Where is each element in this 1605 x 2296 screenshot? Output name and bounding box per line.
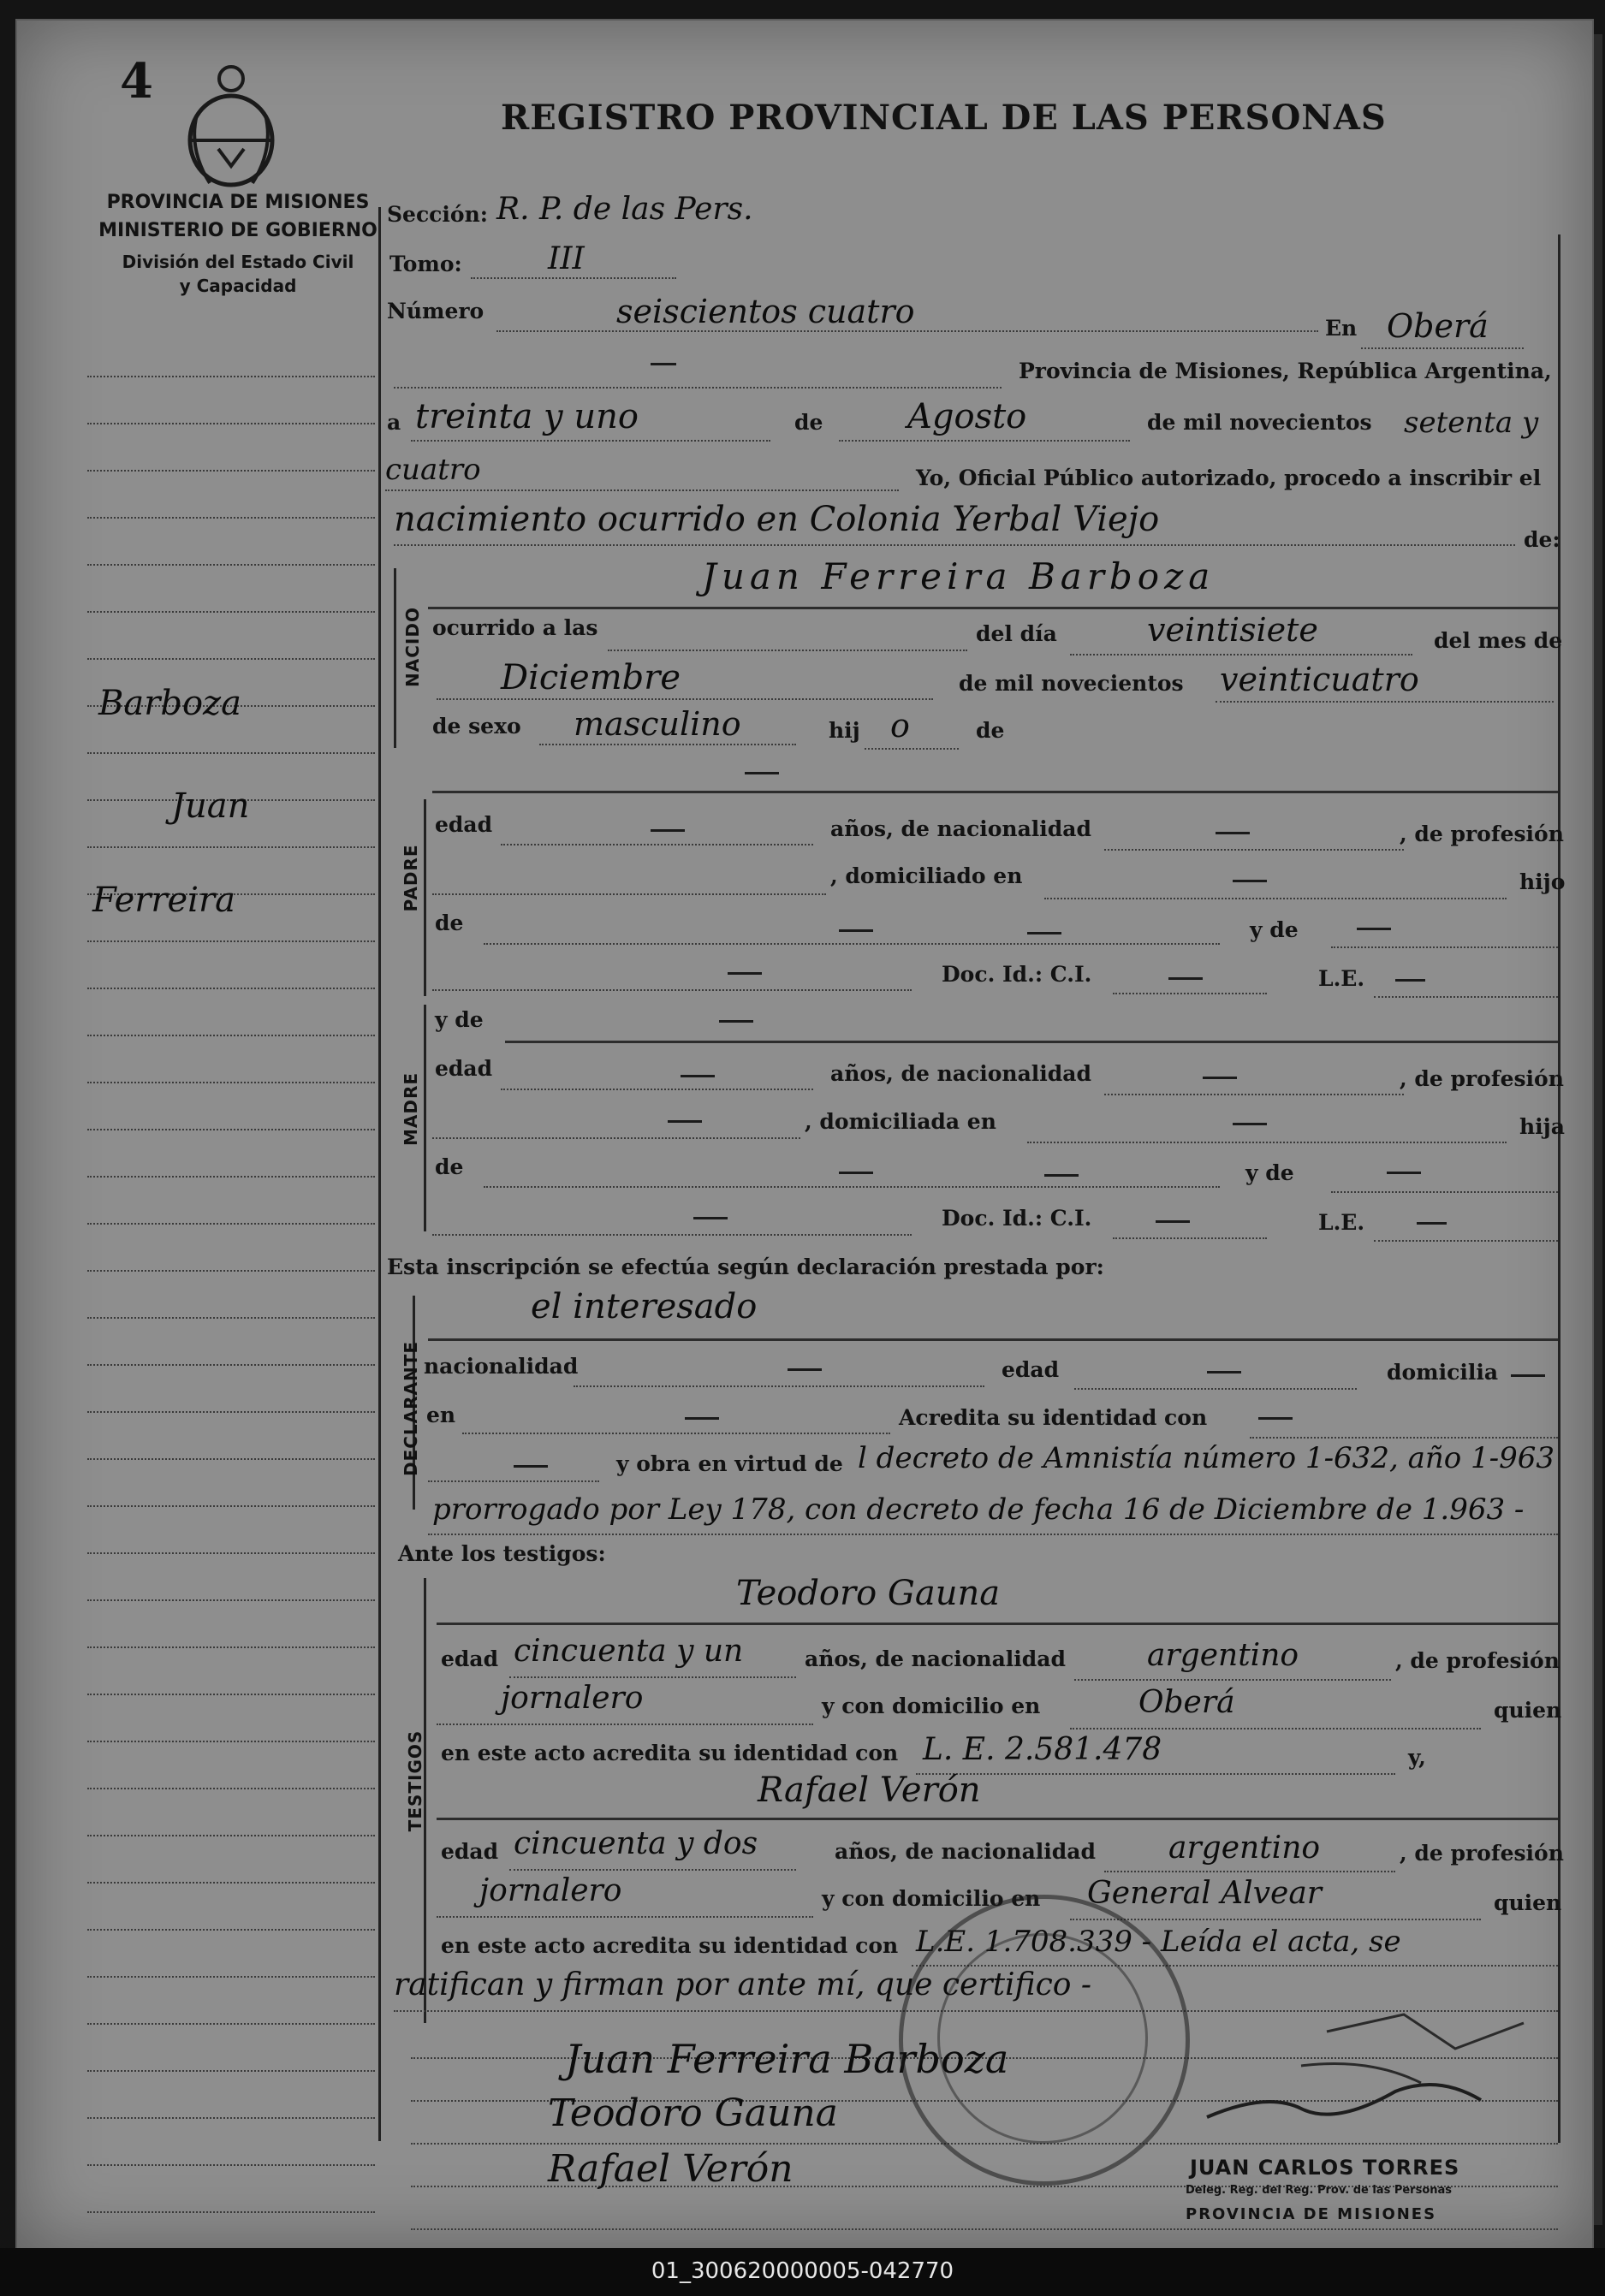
testigo1-domicilio-label: y con domicilio en (822, 1694, 1041, 1718)
a-label: a (387, 410, 401, 435)
dash-mark (1207, 1371, 1241, 1373)
dash-mark (728, 972, 762, 975)
testigo1-domicilio: Oberá (1138, 1685, 1235, 1720)
margin-rule-line (87, 752, 375, 754)
margin-given-name: Juan (171, 786, 250, 826)
margin-rule-line (87, 1976, 375, 1978)
fecha-anio-a: setenta y (1404, 406, 1539, 440)
firma-testigo-1: Teodoro Gauna (548, 2091, 838, 2135)
declarante-edad-line (1074, 1388, 1357, 1390)
mil-novecientos-label: de mil novecientos (1147, 410, 1372, 435)
dash-mark (1044, 1174, 1079, 1177)
footer-bar (0, 2248, 1605, 2296)
testigo2-edad-line (509, 1869, 796, 1871)
declarante-en-line (462, 1433, 890, 1434)
testigo1-edad-line (509, 1676, 796, 1678)
testigo2-prof-line (437, 1916, 813, 1918)
officer-signature-icon (1198, 1997, 1558, 2134)
del-dia-label: del día (976, 621, 1057, 646)
nombre-line (428, 607, 1558, 609)
declarante-acredita-line (1250, 1437, 1558, 1439)
testigo2-quien-label: quien (1494, 1890, 1562, 1915)
testigo2-acredita-label: en este acto acredita su identidad con (441, 1933, 899, 1958)
margin-rule-line (87, 1882, 375, 1884)
madre-abuela-line (1331, 1191, 1558, 1193)
agency-division: División del Estado Civil (122, 252, 354, 272)
testigo1-nombre-line (437, 1623, 1558, 1625)
madre-edad-label: edad (435, 1056, 493, 1081)
padre-nombre-line (432, 791, 1558, 793)
testigo2-nacionalidad: argentino (1168, 1830, 1321, 1866)
margin-rule-line (87, 1270, 375, 1272)
declarante-obra-label: y obra en virtud de (616, 1451, 843, 1476)
evento-value: nacimiento ocurrido en Colonia Yerbal Viejo (394, 500, 1160, 539)
declarante-domicilia-label: domicilia (1387, 1360, 1499, 1385)
dash-mark (839, 1172, 873, 1174)
margin-rule-line (87, 1129, 375, 1130)
fecha-anio-b: cuatro (385, 453, 481, 487)
dash-mark (1168, 977, 1203, 980)
dash-mark (1216, 832, 1250, 834)
madre-profesion-label: , de profesión (1400, 1066, 1564, 1091)
margin-rule-line (87, 1505, 375, 1507)
testigo1-edad: cincuenta y un (514, 1634, 744, 1669)
dash-mark (1258, 1417, 1293, 1420)
testigo1-profesion-label: , de profesión (1395, 1648, 1560, 1673)
testigo1-nac-line (1074, 1679, 1391, 1681)
margin-rule-line (87, 1176, 375, 1178)
dash-mark (1203, 1077, 1237, 1079)
madre-bracket (424, 1005, 426, 1231)
dia-nacimiento-line (1070, 654, 1412, 656)
margin-rule-line (87, 940, 375, 942)
declarante-obra-pre-line (428, 1480, 599, 1482)
en-line (1361, 347, 1524, 349)
nacido-mil-label: de mil novecientos (959, 671, 1184, 696)
margin-rule-line (87, 1552, 375, 1554)
padre-abuelo-line (484, 943, 1220, 945)
tomo-label: Tomo: (389, 252, 462, 276)
testigo2-edad: cincuenta y dos (514, 1826, 758, 1861)
seccion-value: R. P. de las Pers. (496, 192, 753, 227)
dash-mark (788, 1368, 822, 1371)
declarante-section-label: DECLARANTE (401, 1340, 421, 1477)
anio-nacimiento-line (1216, 701, 1554, 703)
testigo2-domicilio-label: y con domicilio en (822, 1886, 1041, 1911)
tomo-value: III (548, 241, 585, 276)
testigo2-nombre-line (437, 1818, 1558, 1820)
fecha-mes: Agosto (907, 397, 1027, 436)
testigo-y-label: y, (1408, 1745, 1426, 1770)
testigo2-dom-line (1070, 1919, 1481, 1920)
padre-bracket (424, 799, 426, 996)
testigo2-domicilio: General Alvear (1087, 1876, 1323, 1911)
nacido-section-label: NACIDO (402, 607, 423, 687)
testigo2-nombre: Rafael Verón (758, 1771, 981, 1810)
sexo-line (539, 744, 796, 745)
madre-domiciliada-label: , domiciliada en (805, 1109, 996, 1134)
declarante-obra-line (428, 1534, 1558, 1535)
margin-rule-line (87, 1646, 375, 1648)
mes-nacimiento-line (437, 698, 933, 700)
oficial-text: Yo, Oficial Público autorizado, procedo a inscribir el (916, 466, 1542, 490)
testigo1-anios-nac-label: años, de nacionalidad (805, 1646, 1066, 1671)
ocurrido-label: ocurrido a las (432, 615, 598, 640)
testigo1-acredita-label: en este acto acredita su identidad con (441, 1741, 899, 1765)
dash-mark (1511, 1374, 1545, 1377)
madre-nombre-line (505, 1041, 1558, 1043)
de-colon-label: de: (1524, 527, 1560, 552)
padre-profesion-label: , de profesión (1400, 822, 1564, 846)
del-mes-label: del mes de (1434, 628, 1563, 653)
margin-rule-line (87, 1599, 375, 1601)
testigo1-documento: L. E. 2.581.478 (923, 1732, 1162, 1767)
madre-prof-line (432, 1137, 800, 1139)
hora-line (608, 650, 967, 651)
madre-abuelo-line (484, 1186, 1220, 1188)
madre-doc-line (432, 1234, 912, 1236)
dash-mark (651, 363, 676, 365)
nacido-de-label: de (976, 718, 1005, 743)
padre-y-de-label: y de (1250, 917, 1299, 942)
document-page (15, 19, 1594, 2252)
padre-section-label: PADRE (401, 844, 421, 912)
dash-mark (1417, 1222, 1447, 1225)
padre-doc-line (432, 989, 912, 991)
testigo1-edad-label: edad (441, 1646, 499, 1671)
dia-line (411, 440, 770, 442)
margin-rule-line (87, 1835, 375, 1836)
padre-le-label: L.E. (1318, 966, 1365, 991)
madre-section-label: MADRE (401, 1071, 421, 1147)
dash-mark (1395, 979, 1425, 982)
coat-of-arms-icon (171, 55, 291, 192)
anio-nacimiento: veinticuatro (1220, 661, 1419, 698)
padre-le-line (1374, 996, 1558, 998)
nacido-bracket (394, 568, 396, 748)
margin-rule-line (87, 376, 375, 377)
firma-inscripto: Juan Ferreira Barboza (565, 2036, 1009, 2082)
padre-de-label: de (435, 911, 464, 935)
dash-mark (514, 1465, 548, 1468)
anio-line (385, 489, 899, 491)
padre-ci-line (1113, 993, 1267, 994)
left-border-line (378, 207, 381, 2141)
footer-code: 01_300620000005-042770 (651, 2258, 954, 2284)
testigos-intro: Ante los testigos: (398, 1541, 606, 1566)
declarante-line (428, 1338, 1558, 1341)
dash-mark (1357, 928, 1391, 930)
madre-ci-line (1113, 1237, 1267, 1239)
provincia-text: Provincia de Misiones, República Argentina, (1019, 359, 1552, 383)
madre-doc-label: Doc. Id.: C.I. (942, 1206, 1092, 1231)
margin-rule-line (87, 1035, 375, 1036)
padre-nac-line (1104, 849, 1404, 851)
page-number: 4 (120, 53, 153, 110)
margin-rule-line (87, 611, 375, 613)
numero-value: seiscientos cuatro (616, 293, 915, 330)
dash-mark (681, 1075, 715, 1077)
cierre-text: ratifican y firman por ante mí, que certifico - (394, 1967, 1092, 2002)
agency-ministry: MINISTERIO DE GOBIERNO (98, 220, 377, 241)
margin-rule-line (87, 2070, 375, 2072)
margin-rule-line (87, 470, 375, 472)
mes-line (839, 440, 1130, 442)
margin-rule-line (87, 988, 375, 989)
testigo1-dom-line (1070, 1728, 1481, 1729)
madre-y-de-label: y de (435, 1007, 484, 1032)
madre-y-de2-label: y de (1245, 1160, 1294, 1185)
testigo2-documento: L.E. 1.708.339 - Leída el acta, se (916, 1925, 1401, 1959)
padre-anios-nac-label: años, de nacionalidad (830, 816, 1091, 841)
oficial-provincia: PROVINCIA DE MISIONES (1186, 2205, 1437, 2223)
testigo1-quien-label: quien (1494, 1698, 1562, 1723)
margin-rule-line (87, 1082, 375, 1083)
padre-edad-label: edad (435, 812, 493, 837)
dash-mark (719, 1020, 753, 1023)
padre-edad-line (501, 844, 813, 845)
testigo1-profesion: jornalero (501, 1681, 644, 1716)
declarante-acredita-label: Acredita su identidad con (899, 1405, 1208, 1430)
testigo2-anios-nac-label: años, de nacionalidad (835, 1839, 1096, 1864)
testigo2-edad-label: edad (441, 1839, 499, 1864)
testigo1-prof-line (437, 1723, 813, 1725)
document-title: REGISTRO PROVINCIAL DE LAS PERSONAS (501, 98, 1387, 138)
madre-dom-line (1027, 1142, 1507, 1143)
declarante-value: el interesado (531, 1287, 758, 1326)
declarante-nac-line (574, 1385, 984, 1387)
dash-mark (693, 1217, 728, 1219)
padre-hijo-label: hijo (1519, 869, 1566, 894)
seccion-label: Sección: (387, 202, 488, 227)
numero-label: Número (387, 299, 484, 323)
hij-line (865, 748, 959, 750)
testigo2-nac-line (1104, 1871, 1395, 1872)
margin-rule-line (87, 517, 375, 519)
official-round-stamp (899, 1895, 1190, 2186)
evento-line (394, 544, 1515, 546)
margin-rule-line (87, 658, 375, 660)
padre-dom-line (1044, 898, 1507, 899)
numero-line (496, 330, 1318, 332)
testigo1-nacionalidad: argentino (1147, 1638, 1299, 1673)
firma-testigo-2: Rafael Verón (548, 2147, 794, 2191)
nombre-inscripto: Juan Ferreira Barboza (702, 555, 1216, 597)
madre-nac-line (1104, 1094, 1404, 1095)
declarante-obra-value-2: prorrogado por Ley 178, con decreto de fecha 16 de Diciembre de 1.963 - (432, 1492, 1525, 1527)
signature-line (411, 2228, 1558, 2230)
en-label: En (1325, 316, 1358, 341)
madre-anios-nac-label: años, de nacionalidad (830, 1061, 1091, 1086)
fecha-dia: treinta y uno (415, 397, 639, 436)
declarante-obra-value-1: l decreto de Amnistía número 1-632, año 1-963 (858, 1441, 1555, 1475)
margin-second-name: Ferreira (92, 881, 235, 920)
dash-mark (1233, 880, 1267, 882)
testigo1-doc-line (916, 1773, 1395, 1775)
declarante-nacionalidad-label: nacionalidad (424, 1354, 579, 1379)
en-value: Oberá (1387, 307, 1489, 345)
hij-label: hij (829, 718, 860, 743)
padre-doc-label: Doc. Id.: C.I. (942, 962, 1092, 987)
dash-mark (1387, 1172, 1421, 1174)
madre-le-label: L.E. (1318, 1210, 1365, 1235)
margin-rule-line (87, 1458, 375, 1460)
margin-rule-line (87, 1929, 375, 1931)
margin-rule-line (87, 1411, 375, 1413)
dash-mark (1027, 932, 1061, 934)
madre-edad-line (501, 1089, 813, 1090)
stamp-inner-ring (937, 1933, 1148, 2144)
agency-capacity: y Capacidad (179, 276, 297, 296)
declarante-intro: Esta inscripción se efectúa según declaración prestada por: (387, 1255, 1104, 1279)
margin-surname: Barboza (98, 684, 241, 723)
testigo2-profesion: jornalero (479, 1873, 622, 1908)
margin-rule-line (87, 1317, 375, 1319)
margin-rule-line (87, 2023, 375, 2025)
margin-rule-line (87, 1788, 375, 1789)
margin-rule-line (87, 2164, 375, 2166)
oficial-cargo: Deleg. Reg. del Reg. Prov. de las Personas (1186, 2184, 1453, 2197)
margin-rule-line (87, 1741, 375, 1742)
sexo-label: de sexo (432, 714, 521, 739)
declarante-en-label: en (426, 1403, 456, 1427)
testigos-section-label: TESTIGOS (405, 1729, 425, 1832)
dash-mark (745, 772, 779, 774)
provincia-line (394, 387, 1002, 389)
padre-prof-line (432, 893, 826, 895)
dash-mark (1233, 1123, 1267, 1125)
margin-rule-line (87, 423, 375, 424)
padre-abuela-line (1331, 946, 1558, 948)
dash-mark (839, 929, 873, 932)
margin-rule-line (87, 564, 375, 566)
testigo1-nombre: Teodoro Gauna (736, 1574, 1001, 1613)
hij-value: o (890, 707, 910, 745)
dash-mark (651, 829, 685, 832)
margin-rule-line (87, 1694, 375, 1695)
madre-de-label: de (435, 1154, 464, 1179)
madre-hija-label: hija (1519, 1114, 1565, 1139)
de-label: de (794, 410, 823, 435)
dash-mark (685, 1417, 719, 1420)
oficial-nombre: JUAN CARLOS TORRES (1190, 2156, 1460, 2180)
declarante-edad-label: edad (1002, 1357, 1060, 1382)
margin-rule-line (87, 1223, 375, 1225)
margin-rule-line (87, 2211, 375, 2213)
margin-rule-line (87, 846, 375, 848)
dia-nacimiento: veintisiete (1147, 611, 1318, 649)
dash-mark (1156, 1220, 1190, 1223)
margin-rule-line (87, 2117, 375, 2119)
agency-province: PROVINCIA DE MISIONES (106, 192, 370, 213)
tomo-line (471, 277, 676, 279)
testigo2-profesion-label: , de profesión (1400, 1841, 1564, 1866)
sexo-value: masculino (574, 705, 741, 743)
mes-nacimiento: Diciembre (501, 658, 681, 697)
margin-rule-line (87, 1364, 375, 1366)
padre-domiciliado-label: , domiciliado en (830, 863, 1023, 888)
madre-le-line (1374, 1240, 1558, 1242)
dash-mark (668, 1120, 702, 1123)
